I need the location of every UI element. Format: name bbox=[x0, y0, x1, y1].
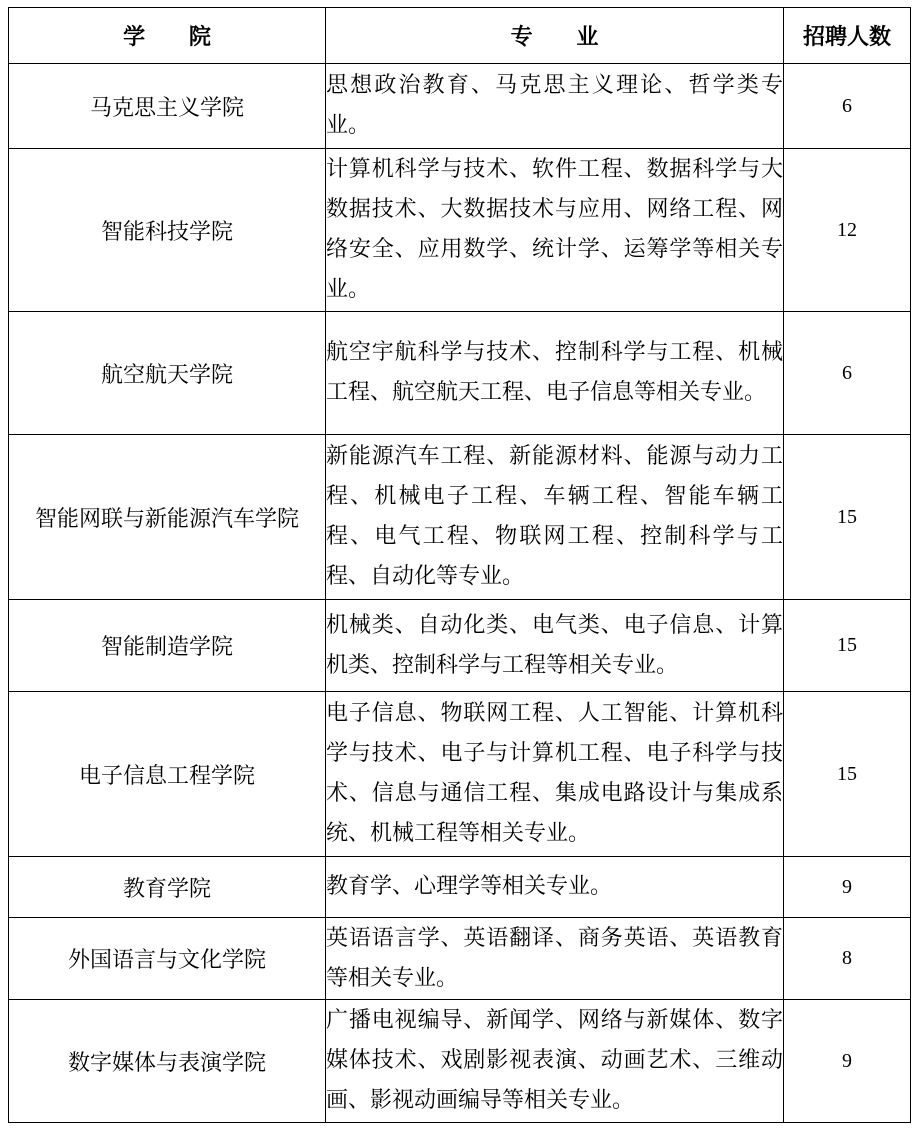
count-cell: 15 bbox=[784, 692, 911, 857]
major-cell: 航空宇航科学与技术、控制科学与工程、机械工程、航空航天工程、电子信息等相关专业。 bbox=[326, 312, 784, 435]
count-cell: 6 bbox=[784, 312, 911, 435]
count-cell: 9 bbox=[784, 857, 911, 918]
table-row bbox=[9, 435, 911, 600]
table-row bbox=[9, 692, 911, 857]
college-cell: 电子信息工程学院 bbox=[9, 692, 326, 857]
major-cell: 广播电视编导、新闻学、网络与新媒体、数字媒体技术、戏剧影视表演、动画艺术、三维动画、影视动画编导等相关专业。 bbox=[326, 1000, 784, 1123]
table-row bbox=[9, 857, 911, 918]
major-cell: 计算机科学与技术、软件工程、数据科学与大数据技术、大数据技术与应用、网络工程、网络安全、应用数学、统计学、运筹学等相关专业。 bbox=[326, 149, 784, 312]
table-row bbox=[9, 1000, 911, 1123]
table-row bbox=[9, 918, 911, 1000]
college-cell: 智能网联与新能源汽车学院 bbox=[9, 435, 326, 600]
major-cell: 新能源汽车工程、新能源材料、能源与动力工程、机械电子工程、车辆工程、智能车辆工程、电气工程、物联网工程、控制科学与工程、自动化等专业。 bbox=[326, 435, 784, 600]
header-row bbox=[9, 8, 911, 64]
college-cell: 外国语言与文化学院 bbox=[9, 918, 326, 1000]
college-cell: 数字媒体与表演学院 bbox=[9, 1000, 326, 1123]
count-cell: 12 bbox=[784, 149, 911, 312]
major-cell: 英语语言学、英语翻译、商务英语、英语教育等相关专业。 bbox=[326, 918, 784, 1000]
count-cell: 15 bbox=[784, 435, 911, 600]
count-cell: 15 bbox=[784, 600, 911, 692]
count-cell: 8 bbox=[784, 918, 911, 1000]
major-cell: 教育学、心理学等相关专业。 bbox=[326, 857, 784, 918]
major-cell: 机械类、自动化类、电气类、电子信息、计算机类、控制科学与工程等相关专业。 bbox=[326, 600, 784, 692]
table-row bbox=[9, 149, 911, 312]
college-cell: 智能制造学院 bbox=[9, 600, 326, 692]
college-cell: 教育学院 bbox=[9, 857, 326, 918]
table-row bbox=[9, 312, 911, 435]
count-cell: 6 bbox=[784, 64, 911, 149]
header-major: 专 业 bbox=[326, 8, 784, 64]
table-row bbox=[9, 600, 911, 692]
major-cell: 电子信息、物联网工程、人工智能、计算机科学与技术、电子与计算机工程、电子科学与技术、信息与通信工程、集成电路设计与集成系统、机械工程等相关专业。 bbox=[326, 692, 784, 857]
major-cell: 思想政治教育、马克思主义理论、哲学类专业。 bbox=[326, 64, 784, 149]
count-cell: 9 bbox=[784, 1000, 911, 1123]
table-row bbox=[9, 64, 911, 149]
recruitment-table bbox=[8, 7, 911, 1123]
header-college: 学 院 bbox=[9, 8, 326, 64]
header-count: 招聘人数 bbox=[784, 8, 911, 64]
college-cell: 航空航天学院 bbox=[9, 312, 326, 435]
college-cell: 马克思主义学院 bbox=[9, 64, 326, 149]
college-cell: 智能科技学院 bbox=[9, 149, 326, 312]
